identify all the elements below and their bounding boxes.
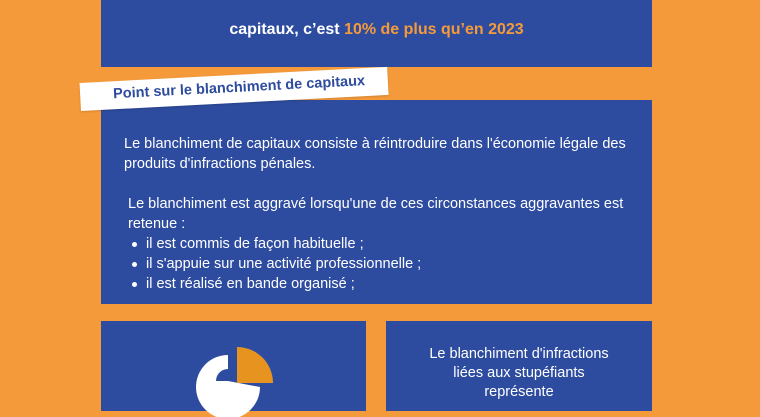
headline-line-2 xyxy=(101,20,652,40)
headline-line-2-bold: capitaux, c’est xyxy=(229,21,345,38)
bullet-icon xyxy=(132,282,137,287)
headline-highlight: 10% de plus qu’en 2023 xyxy=(344,21,524,38)
aggravation-paragraph: Le blanchiment est aggravé lorsqu'une de ces circonstances aggravantes est retenue : xyxy=(128,196,624,232)
headline-banner xyxy=(101,0,652,67)
aggravating-circumstances-list xyxy=(124,234,644,294)
definition-paragraph: Le blanchiment de capitaux consiste à réintroduire dans l'économie légale des produits d'infractions pénales. xyxy=(124,136,626,172)
stat-line-3: représente xyxy=(484,384,554,400)
stat-panel xyxy=(386,321,652,411)
stat-line-1: Le blanchiment d'infractions xyxy=(429,346,609,362)
stat-line-2: liées aux stupéfiants xyxy=(453,365,585,381)
bullet-icon xyxy=(132,262,137,267)
list-item: il est réalisé en bande organisé ; xyxy=(146,274,644,294)
bullet-icon xyxy=(132,242,137,247)
icon-panel xyxy=(101,321,366,411)
stat-text xyxy=(386,345,652,402)
list-item: il est commis de façon habituelle ; xyxy=(146,234,644,254)
pie-chart-icon xyxy=(192,347,282,417)
headline-line-1 xyxy=(101,0,652,2)
section-tag-label: Point sur le blanchiment de capitaux xyxy=(112,73,366,103)
list-item: il s'appuie sur une activité professionnelle ; xyxy=(146,254,644,274)
info-text xyxy=(124,134,644,294)
money-laundering-info-panel xyxy=(101,100,652,304)
